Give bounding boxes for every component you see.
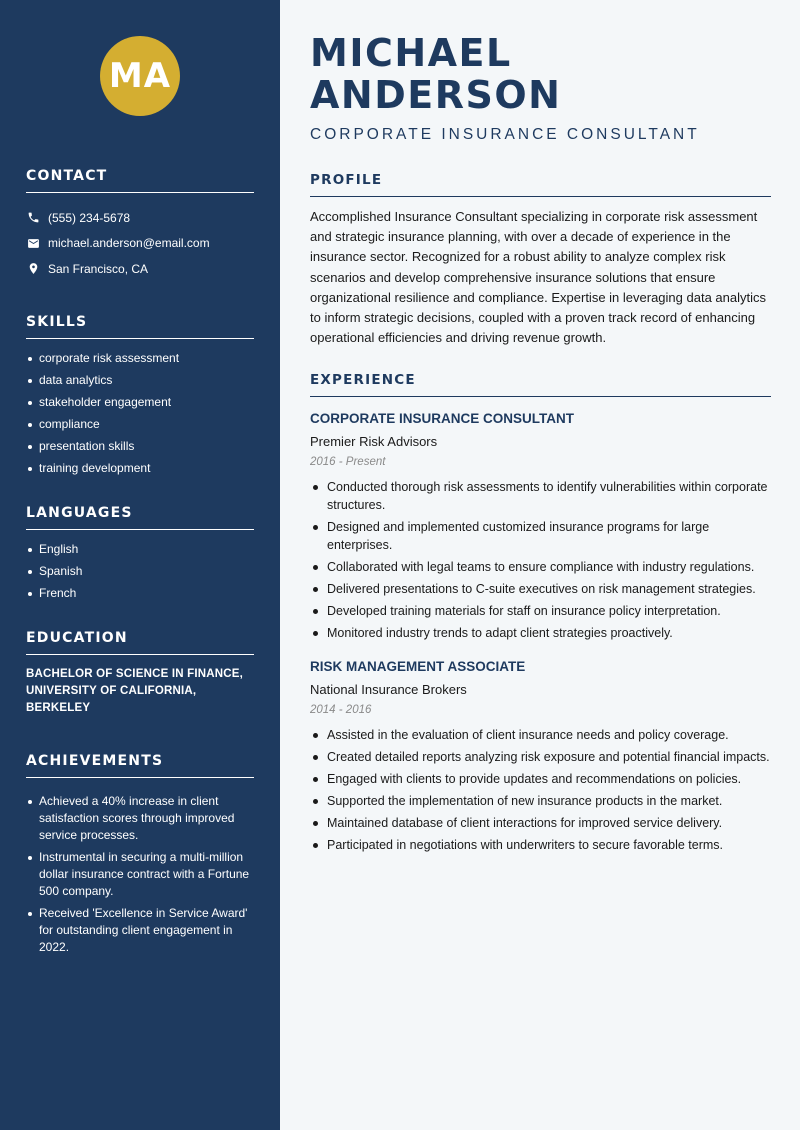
job-company: Premier Risk Advisors	[310, 434, 438, 450]
education-title: EDUCATION	[26, 630, 254, 655]
job-bullet: Assisted in the evaluation of client insurance needs and policy coverage.	[310, 726, 771, 744]
job-bullets	[310, 726, 771, 854]
main-content	[280, 0, 800, 1130]
job-bullet: Engaged with clients to provide updates and recommendations on policies.	[310, 770, 771, 788]
skill-item: corporate risk assessment	[26, 350, 254, 367]
language-item: Spanish	[26, 563, 254, 580]
skills-title: SKILLS	[26, 314, 254, 339]
experience-section	[310, 372, 771, 854]
contact-location-text: San Francisco, CA	[48, 261, 149, 276]
language-item: English	[26, 541, 254, 558]
job-bullet: Designed and implemented customized insurance programs for large enterprises.	[310, 518, 771, 554]
languages-list	[26, 541, 254, 602]
achievements-list	[26, 793, 254, 956]
skill-item: compliance	[26, 416, 254, 433]
job-title: CORPORATE INSURANCE CONSULTANT	[310, 411, 574, 427]
skills-section	[26, 314, 254, 477]
education-section	[26, 630, 254, 717]
email-icon	[26, 236, 40, 250]
achievements-section	[26, 753, 254, 956]
contact-location	[26, 256, 254, 282]
job-bullet: Created detailed reports analyzing risk exposure and potential financial impacts.	[310, 748, 771, 766]
contact-email-text[interactable]: michael.anderson@email.com	[48, 236, 210, 251]
languages-title: LANGUAGES	[26, 505, 254, 530]
contact-email	[26, 231, 254, 257]
skill-item: data analytics	[26, 372, 254, 389]
skill-item: presentation skills	[26, 438, 254, 455]
job-title: RISK MANAGEMENT ASSOCIATE	[310, 659, 526, 675]
contact-phone-text[interactable]: (555) 234-5678	[48, 210, 131, 225]
profile-text: Accomplished Insurance Consultant specializing in corporate risk assessment and strategic insurance planning, with over a decade of experience in the insurance sector. Recognized for a robust ability to analyze complex risk scenarios and develop comprehensive insurance solutions that ensure organizational resilience and compliance. Expertise in leveraging data analytics to inform strategic decisions, coupled with a proven track record of enhancing operational efficiencies and driving revenue growth.	[310, 209, 766, 346]
job-bullets	[310, 478, 771, 642]
language-item: French	[26, 585, 254, 602]
achievement-item: Achieved a 40% increase in client satisfaction scores through improved service processes.	[26, 793, 254, 844]
languages-section	[26, 505, 254, 602]
profile-section	[310, 172, 771, 348]
contact-title: CONTACT	[26, 168, 254, 193]
job-dates: 2014 - 2016	[310, 704, 372, 717]
job-company: National Insurance Brokers	[310, 682, 467, 698]
avatar-initials: MA	[108, 56, 172, 96]
job-entry	[310, 410, 771, 642]
achievement-item: Received 'Excellence in Service Award' for outstanding client engagement in 2022.	[26, 905, 254, 956]
job-bullet: Collaborated with legal teams to ensure compliance with industry regulations.	[310, 558, 771, 576]
achievement-item: Instrumental in securing a multi-million dollar insurance contract with a Fortune 500 company.	[26, 849, 254, 900]
contact-list	[26, 205, 254, 282]
job-bullet: Delivered presentations to C-suite executives on risk management strategies.	[310, 580, 771, 598]
experience-title: EXPERIENCE	[310, 372, 771, 397]
skill-item: training development	[26, 460, 254, 477]
job-bullet: Supported the implementation of new insurance products in the market.	[310, 792, 771, 810]
achievements-title: ACHIEVEMENTS	[26, 753, 254, 778]
location-icon	[26, 262, 40, 276]
candidate-name: MICHAEL ANDERSON	[310, 31, 562, 117]
candidate-role: CORPORATE INSURANCE CONSULTANT	[310, 126, 700, 143]
skill-item: stakeholder engagement	[26, 394, 254, 411]
avatar	[100, 36, 180, 116]
job-bullet: Monitored industry trends to adapt client strategies proactively.	[310, 624, 771, 642]
contact-section	[26, 168, 254, 282]
sidebar	[0, 0, 280, 1130]
skills-list	[26, 350, 254, 477]
job-bullet: Maintained database of client interactions for improved service delivery.	[310, 814, 771, 832]
job-bullet: Conducted thorough risk assessments to identify vulnerabilities within corporate structures.	[310, 478, 771, 514]
job-bullet: Participated in negotiations with underwriters to secure favorable terms.	[310, 836, 771, 854]
phone-icon	[26, 211, 40, 225]
job-dates: 2016 - Present	[310, 456, 386, 469]
job-entry	[310, 658, 771, 854]
education-degree: BACHELOR OF SCIENCE IN FINANCE, UNIVERSITY OF CALIFORNIA, BERKELEY	[26, 667, 244, 714]
job-bullet: Developed training materials for staff on insurance policy interpretation.	[310, 602, 771, 620]
contact-phone	[26, 205, 254, 231]
profile-title: PROFILE	[310, 172, 771, 197]
